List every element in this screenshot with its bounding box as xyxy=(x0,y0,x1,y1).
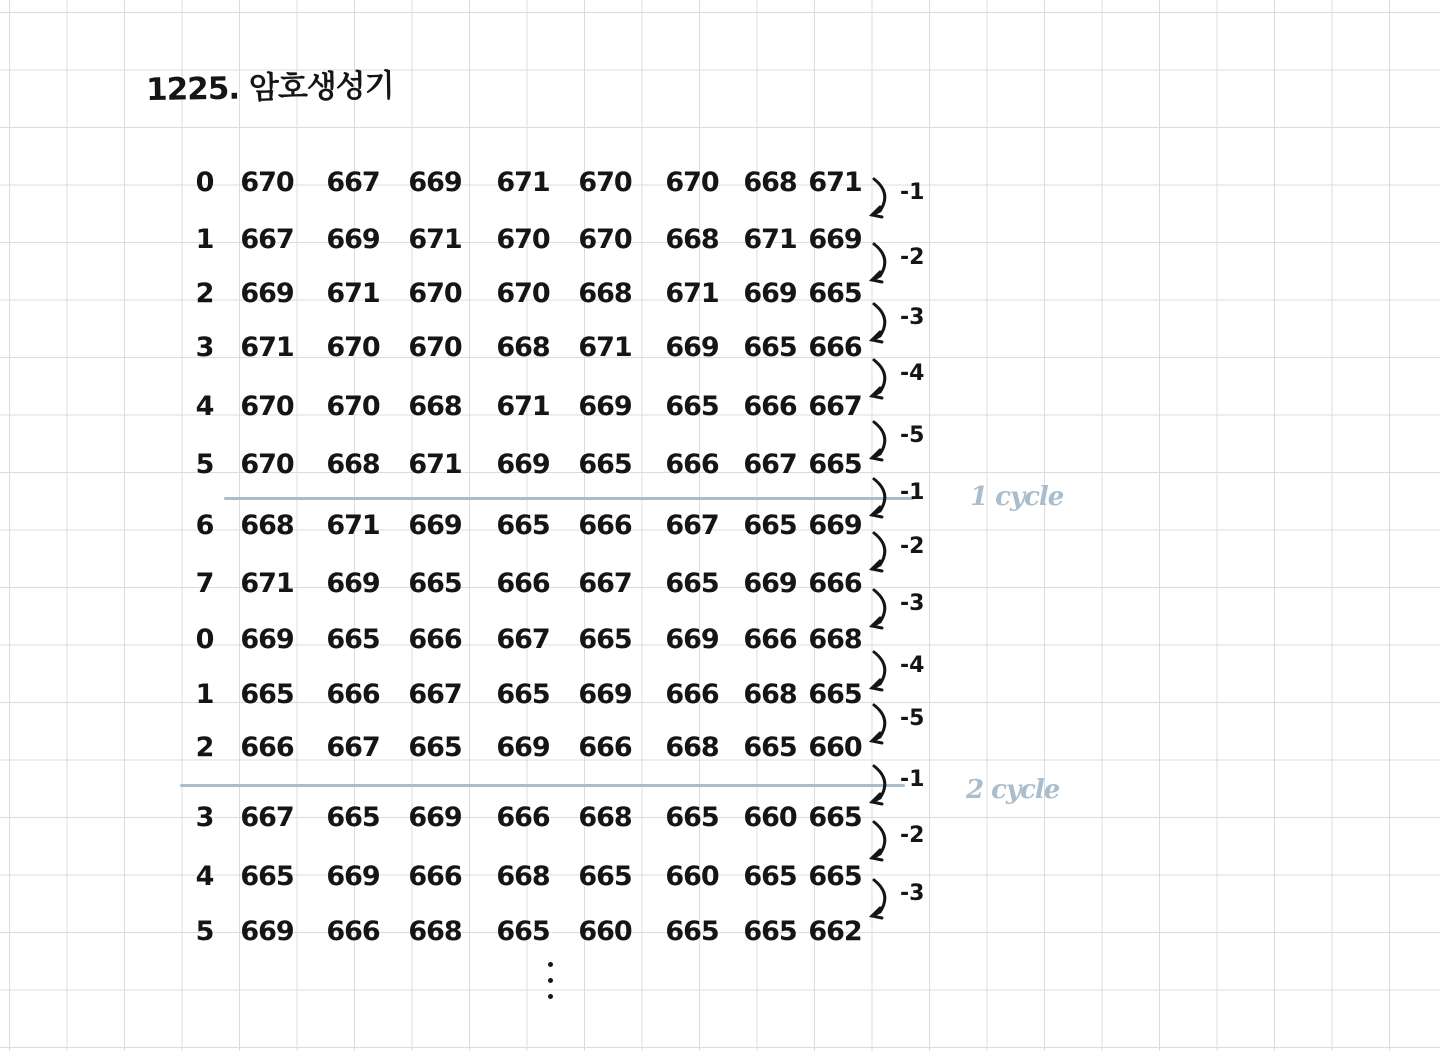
table-cell: 668 xyxy=(743,167,797,198)
table-cell: 666 xyxy=(578,732,632,763)
table-cell: 669 xyxy=(326,861,380,892)
table-cell: 665 xyxy=(408,568,462,599)
table-cell: 665 xyxy=(665,568,719,599)
table-cell: 668 xyxy=(665,732,719,763)
table-cell: 671 xyxy=(496,167,550,198)
table-cell: 666 xyxy=(326,916,380,947)
row-index: 1 xyxy=(195,224,215,255)
shift-label: -2 xyxy=(900,534,925,559)
row-index: 4 xyxy=(195,861,215,892)
table-cell: 666 xyxy=(578,510,632,541)
table-cell: 671 xyxy=(665,278,719,309)
table-cell: 669 xyxy=(240,278,294,309)
shift-label: -5 xyxy=(900,423,925,448)
table-cell: 669 xyxy=(743,568,797,599)
table-cell: 660 xyxy=(665,861,719,892)
table-cell: 665 xyxy=(408,732,462,763)
table-cell: 671 xyxy=(408,449,462,480)
row-index: 3 xyxy=(195,332,215,363)
table-cell: 670 xyxy=(326,391,380,422)
table-cell: 667 xyxy=(496,624,550,655)
table-cell: 662 xyxy=(808,916,862,947)
table-cell: 668 xyxy=(408,391,462,422)
table-cell: 671 xyxy=(240,332,294,363)
table-cell: 666 xyxy=(496,802,550,833)
table-cell: 669 xyxy=(743,278,797,309)
vertical-ellipsis-icon xyxy=(548,962,558,1010)
row-index: 1 xyxy=(195,679,215,710)
table-cell: 665 xyxy=(496,916,550,947)
table-cell: 667 xyxy=(408,679,462,710)
row-index: 5 xyxy=(195,449,215,480)
table-cell: 665 xyxy=(808,802,862,833)
table-cell: 669 xyxy=(240,916,294,947)
row-index: 7 xyxy=(195,568,215,599)
row-index: 3 xyxy=(195,802,215,833)
table-cell: 669 xyxy=(808,224,862,255)
table-cell: 665 xyxy=(743,732,797,763)
table-cell: 669 xyxy=(408,167,462,198)
table-cell: 666 xyxy=(743,391,797,422)
table-cell: 670 xyxy=(578,167,632,198)
table-cell: 667 xyxy=(665,510,719,541)
table-cell: 669 xyxy=(665,624,719,655)
row-index: 2 xyxy=(195,732,215,763)
table-cell: 667 xyxy=(808,391,862,422)
row-index: 4 xyxy=(195,391,215,422)
shift-label: -3 xyxy=(900,305,925,330)
table-cell: 666 xyxy=(743,624,797,655)
table-cell: 668 xyxy=(578,278,632,309)
table-cell: 670 xyxy=(408,278,462,309)
cycle-label-1: 1 cycle xyxy=(970,482,1064,512)
table-cell: 669 xyxy=(496,732,550,763)
table-cell: 670 xyxy=(240,449,294,480)
table-cell: 666 xyxy=(665,449,719,480)
table-cell: 670 xyxy=(326,332,380,363)
row-index: 0 xyxy=(195,167,215,198)
table-cell: 665 xyxy=(578,624,632,655)
table-cell: 671 xyxy=(578,332,632,363)
table-cell: 669 xyxy=(240,624,294,655)
table-cell: 668 xyxy=(808,624,862,655)
table-cell: 671 xyxy=(326,278,380,309)
table-cell: 665 xyxy=(578,861,632,892)
table-cell: 671 xyxy=(408,224,462,255)
table-cell: 666 xyxy=(240,732,294,763)
table-cell: 665 xyxy=(743,332,797,363)
row-index: 0 xyxy=(195,624,215,655)
table-cell: 660 xyxy=(808,732,862,763)
table-cell: 668 xyxy=(578,802,632,833)
table-cell: 670 xyxy=(240,391,294,422)
table-cell: 670 xyxy=(496,278,550,309)
table-cell: 666 xyxy=(496,568,550,599)
table-cell: 671 xyxy=(496,391,550,422)
table-cell: 666 xyxy=(326,679,380,710)
row-index: 6 xyxy=(195,510,215,541)
table-cell: 665 xyxy=(240,679,294,710)
table-cell: 670 xyxy=(240,167,294,198)
table-cell: 667 xyxy=(240,802,294,833)
table-cell: 665 xyxy=(240,861,294,892)
table-cell: 668 xyxy=(408,916,462,947)
table-cell: 669 xyxy=(578,679,632,710)
table-cell: 666 xyxy=(665,679,719,710)
table-cell: 670 xyxy=(665,167,719,198)
table-cell: 665 xyxy=(326,802,380,833)
table-cell: 669 xyxy=(326,568,380,599)
table-cell: 667 xyxy=(326,732,380,763)
shift-label: -2 xyxy=(900,245,925,270)
table-cell: 669 xyxy=(665,332,719,363)
table-cell: 670 xyxy=(408,332,462,363)
shift-label: -3 xyxy=(900,881,925,906)
table-cell: 668 xyxy=(496,861,550,892)
table-cell: 669 xyxy=(408,802,462,833)
table-cell: 669 xyxy=(496,449,550,480)
table-cell: 666 xyxy=(808,332,862,363)
shift-label: -1 xyxy=(900,480,925,505)
table-cell: 665 xyxy=(808,679,862,710)
table-cell: 665 xyxy=(496,510,550,541)
table-cell: 660 xyxy=(578,916,632,947)
table-cell: 670 xyxy=(496,224,550,255)
table-cell: 667 xyxy=(743,449,797,480)
table-cell: 668 xyxy=(743,679,797,710)
table-cell: 665 xyxy=(743,916,797,947)
table-cell: 667 xyxy=(578,568,632,599)
page-title: 1225. 암호생성기 xyxy=(145,67,394,109)
table-cell: 665 xyxy=(743,861,797,892)
table-cell: 666 xyxy=(408,624,462,655)
table-cell: 670 xyxy=(578,224,632,255)
shift-label: -5 xyxy=(900,706,925,731)
table-cell: 668 xyxy=(665,224,719,255)
table-cell: 667 xyxy=(240,224,294,255)
table-cell: 666 xyxy=(408,861,462,892)
shift-label: -1 xyxy=(900,767,925,792)
shift-label: -4 xyxy=(900,361,925,386)
table-cell: 668 xyxy=(496,332,550,363)
row-index: 2 xyxy=(195,278,215,309)
table-cell: 665 xyxy=(743,510,797,541)
table-cell: 665 xyxy=(665,916,719,947)
table-cell: 665 xyxy=(808,278,862,309)
table-cell: 667 xyxy=(326,167,380,198)
table-cell: 669 xyxy=(326,224,380,255)
table-cell: 665 xyxy=(496,679,550,710)
shift-label: -1 xyxy=(900,180,925,205)
row-index: 5 xyxy=(195,916,215,947)
shift-label: -4 xyxy=(900,653,925,678)
table-cell: 669 xyxy=(578,391,632,422)
table-cell: 668 xyxy=(240,510,294,541)
table-cell: 671 xyxy=(808,167,862,198)
shift-label: -3 xyxy=(900,591,925,616)
table-cell: 665 xyxy=(665,391,719,422)
table-cell: 668 xyxy=(326,449,380,480)
table-cell: 665 xyxy=(578,449,632,480)
table-cell: 665 xyxy=(665,802,719,833)
table-cell: 671 xyxy=(743,224,797,255)
shift-label: -2 xyxy=(900,823,925,848)
table-cell: 671 xyxy=(326,510,380,541)
table-cell: 665 xyxy=(808,449,862,480)
table-cell: 669 xyxy=(408,510,462,541)
table-cell: 665 xyxy=(326,624,380,655)
table-cell: 666 xyxy=(808,568,862,599)
table-cell: 665 xyxy=(808,861,862,892)
table-cell: 660 xyxy=(743,802,797,833)
table-cell: 671 xyxy=(240,568,294,599)
cycle-label-2: 2 cycle xyxy=(966,775,1060,805)
table-cell: 669 xyxy=(808,510,862,541)
